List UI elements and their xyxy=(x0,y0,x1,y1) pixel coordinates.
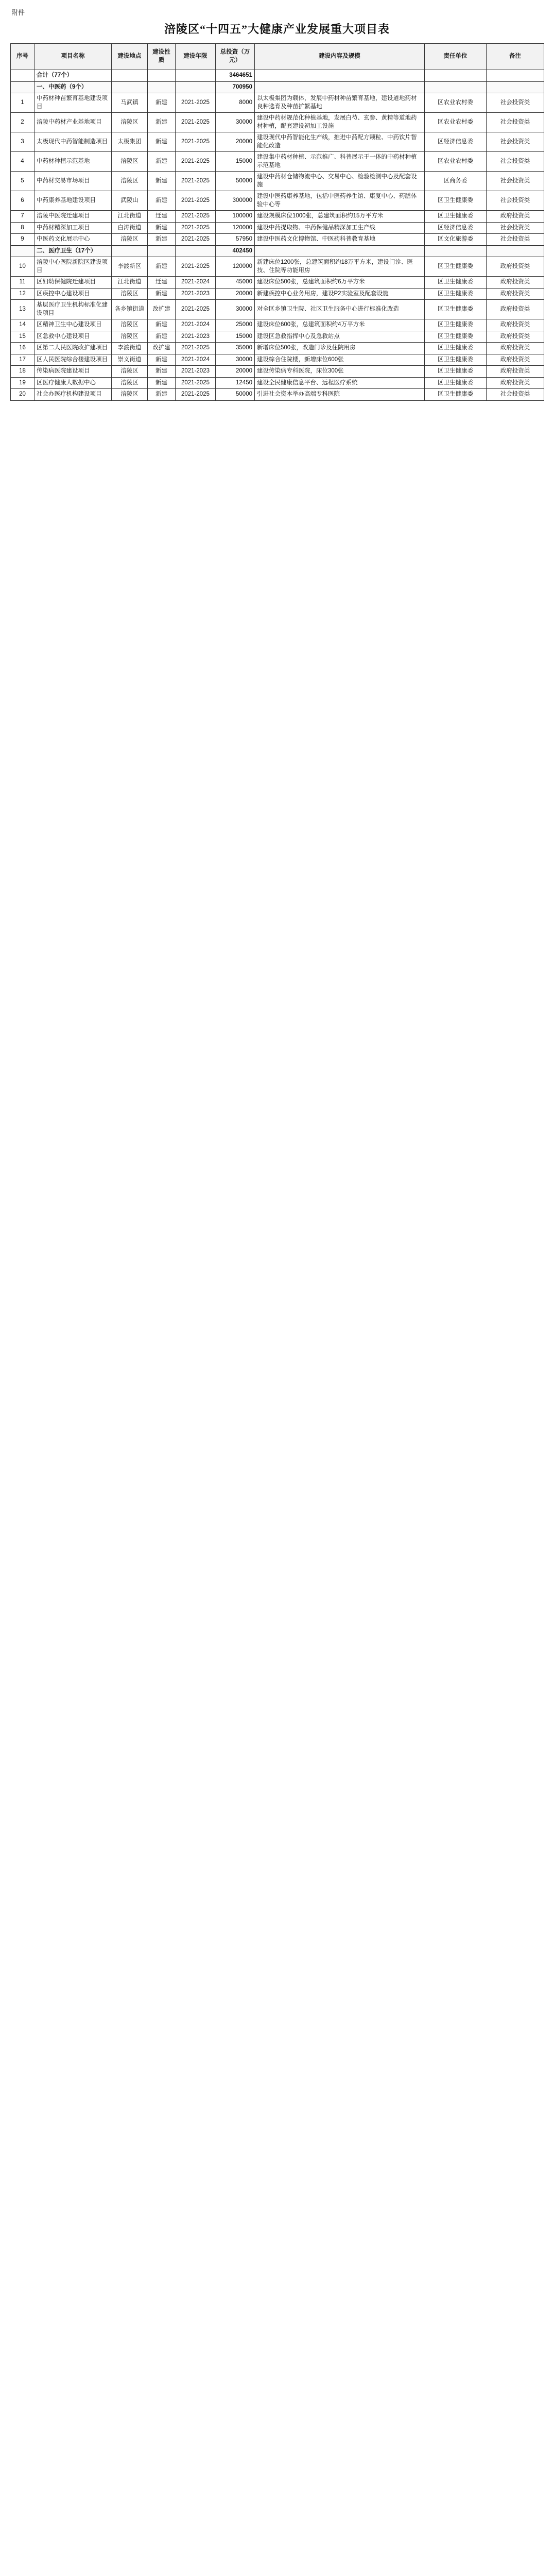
project-note: 社会投资类 xyxy=(487,191,544,211)
project-content: 建设中医药文化博物馆、中医药科普教育基地 xyxy=(255,234,425,246)
column-header: 序号 xyxy=(11,44,34,70)
responsible-unit: 区卫生健康委 xyxy=(425,354,487,366)
section-no xyxy=(11,245,34,257)
column-header: 建设地点 xyxy=(112,44,148,70)
project-name: 中药材交易市场项目 xyxy=(34,172,112,191)
responsible-unit: 区卫生健康委 xyxy=(425,300,487,319)
empty-cell xyxy=(487,245,544,257)
project-nature: 新建 xyxy=(148,191,176,211)
project-investment: 12450 xyxy=(216,377,255,389)
table-row xyxy=(11,277,544,289)
row-number: 7 xyxy=(11,211,34,223)
row-number: 10 xyxy=(11,257,34,277)
project-nature: 新建 xyxy=(148,319,176,331)
project-investment: 30000 xyxy=(216,113,255,132)
project-name: 区妇幼保健院迁建项目 xyxy=(34,277,112,289)
project-note: 社会投资类 xyxy=(487,132,544,152)
project-investment: 8000 xyxy=(216,93,255,113)
responsible-unit: 区卫生健康委 xyxy=(425,377,487,389)
project-content: 建设规模床位1000张，总建筑面积约15万平方米 xyxy=(255,211,425,223)
project-years: 2021-2025 xyxy=(176,113,216,132)
project-location: 涪陵区 xyxy=(112,389,148,401)
project-name: 区人民医院综合楼建设项目 xyxy=(34,354,112,366)
row-number: 1 xyxy=(11,93,34,113)
project-nature: 新建 xyxy=(148,288,176,300)
empty-cell xyxy=(112,70,148,82)
project-investment: 50000 xyxy=(216,389,255,401)
project-note: 政府投资类 xyxy=(487,331,544,343)
attachment-label: 附件 xyxy=(11,9,25,16)
column-header: 备注 xyxy=(487,44,544,70)
project-location: 李渡新区 xyxy=(112,257,148,277)
table-header-row xyxy=(11,44,544,70)
responsible-unit: 区经济信息委 xyxy=(425,222,487,234)
project-note: 政府投资类 xyxy=(487,257,544,277)
project-content: 新建疾控中心业务用房，建设P2实验室及配套设施 xyxy=(255,288,425,300)
project-investment: 15000 xyxy=(216,331,255,343)
row-number: 15 xyxy=(11,331,34,343)
project-nature: 新建 xyxy=(148,331,176,343)
project-note: 政府投资类 xyxy=(487,300,544,319)
empty-cell xyxy=(255,81,425,93)
project-name: 涪陵中药材产业基地项目 xyxy=(34,113,112,132)
project-note: 社会投资类 xyxy=(487,93,544,113)
project-location: 涪陵区 xyxy=(112,288,148,300)
project-investment: 30000 xyxy=(216,354,255,366)
row-number: 6 xyxy=(11,191,34,211)
project-name: 区精神卫生中心建设项目 xyxy=(34,319,112,331)
column-header: 责任单位 xyxy=(425,44,487,70)
project-years: 2021-2024 xyxy=(176,277,216,289)
project-years: 2021-2025 xyxy=(176,172,216,191)
empty-cell xyxy=(425,81,487,93)
empty-cell xyxy=(112,245,148,257)
project-location: 涪陵区 xyxy=(112,319,148,331)
project-location: 江北街道 xyxy=(112,277,148,289)
project-note: 社会投资类 xyxy=(487,222,544,234)
project-investment: 35000 xyxy=(216,343,255,354)
project-nature: 新建 xyxy=(148,222,176,234)
row-number: 14 xyxy=(11,319,34,331)
empty-cell xyxy=(487,70,544,82)
project-years: 2021-2025 xyxy=(176,152,216,172)
project-years: 2021-2025 xyxy=(176,191,216,211)
column-header: 建设性质 xyxy=(148,44,176,70)
row-number: 9 xyxy=(11,234,34,246)
table-row xyxy=(11,132,544,152)
project-location: 涪陵区 xyxy=(112,234,148,246)
project-nature: 新建 xyxy=(148,354,176,366)
project-name: 区急救中心建设项目 xyxy=(34,331,112,343)
row-number: 4 xyxy=(11,152,34,172)
empty-cell xyxy=(487,81,544,93)
project-content: 建设中药材仓储物流中心、交易中心、检验检测中心及配套设施 xyxy=(255,172,425,191)
project-note: 政府投资类 xyxy=(487,343,544,354)
project-note: 政府投资类 xyxy=(487,288,544,300)
project-nature: 新建 xyxy=(148,366,176,378)
project-location: 涪陵区 xyxy=(112,152,148,172)
column-header: 项目名称 xyxy=(34,44,112,70)
project-content: 建设中药材规范化种植基地，发展白芍、玄参、黄精等道地药材种植，配套建设初加工设施 xyxy=(255,113,425,132)
project-content: 建设区急救指挥中心及急救站点 xyxy=(255,331,425,343)
project-content: 建设现代中药智能化生产线，推进中药配方颗粒、中药饮片智能化改造 xyxy=(255,132,425,152)
empty-cell xyxy=(176,81,216,93)
section-investment: 700950 xyxy=(216,81,255,93)
responsible-unit: 区卫生健康委 xyxy=(425,288,487,300)
project-name: 区第二人民医院改扩建项目 xyxy=(34,343,112,354)
project-years: 2021-2024 xyxy=(176,319,216,331)
empty-cell xyxy=(148,81,176,93)
project-note: 政府投资类 xyxy=(487,354,544,366)
project-years: 2021-2025 xyxy=(176,389,216,401)
project-investment: 15000 xyxy=(216,152,255,172)
project-note: 政府投资类 xyxy=(487,377,544,389)
project-name: 中药材精深加工项目 xyxy=(34,222,112,234)
project-name: 中药康养基地建设项目 xyxy=(34,191,112,211)
project-note: 社会投资类 xyxy=(487,152,544,172)
table-row xyxy=(11,288,544,300)
empty-cell xyxy=(255,245,425,257)
section-label: 二、医疗卫生（17个） xyxy=(34,245,112,257)
document-title: 涪陵区“十四五”大健康产业发展重大项目表 xyxy=(164,23,390,36)
empty-cell xyxy=(425,70,487,82)
total-no xyxy=(11,70,34,82)
responsible-unit: 区文化旅游委 xyxy=(425,234,487,246)
project-note: 政府投资类 xyxy=(487,319,544,331)
project-investment: 20000 xyxy=(216,132,255,152)
project-location: 涪陵区 xyxy=(112,366,148,378)
project-nature: 新建 xyxy=(148,172,176,191)
project-years: 2021-2025 xyxy=(176,300,216,319)
project-nature: 新建 xyxy=(148,377,176,389)
project-name: 基层医疗卫生机构标准化建设项目 xyxy=(34,300,112,319)
responsible-unit: 区卫生健康委 xyxy=(425,331,487,343)
project-years: 2021-2023 xyxy=(176,366,216,378)
project-note: 政府投资类 xyxy=(487,277,544,289)
column-header: 建设年限 xyxy=(176,44,216,70)
empty-cell xyxy=(255,70,425,82)
project-nature: 新建 xyxy=(148,132,176,152)
project-name: 中药材种苗繁育基地建设项目 xyxy=(34,93,112,113)
responsible-unit: 区农业农村委 xyxy=(425,152,487,172)
responsible-unit: 区卫生健康委 xyxy=(425,389,487,401)
section-investment: 402450 xyxy=(216,245,255,257)
project-investment: 45000 xyxy=(216,277,255,289)
table-body xyxy=(11,70,544,401)
table-row xyxy=(11,222,544,234)
empty-cell xyxy=(176,245,216,257)
empty-cell xyxy=(112,81,148,93)
responsible-unit: 区卫生健康委 xyxy=(425,319,487,331)
project-investment: 57950 xyxy=(216,234,255,246)
project-name: 区医疗健康大数据中心 xyxy=(34,377,112,389)
project-years: 2021-2025 xyxy=(176,377,216,389)
project-table xyxy=(10,43,544,401)
project-content: 建设中药提取物、中药保健品精深加工生产线 xyxy=(255,222,425,234)
project-nature: 新建 xyxy=(148,152,176,172)
row-number: 19 xyxy=(11,377,34,389)
empty-cell xyxy=(176,70,216,82)
project-content: 建设全民健康信息平台、远程医疗系统 xyxy=(255,377,425,389)
table-row xyxy=(11,211,544,223)
project-name: 中药材种植示范基地 xyxy=(34,152,112,172)
section-no xyxy=(11,81,34,93)
row-number: 3 xyxy=(11,132,34,152)
total-row xyxy=(11,70,544,82)
project-content: 建设综合住院楼，新增床位600张 xyxy=(255,354,425,366)
section-row xyxy=(11,81,544,93)
row-number: 2 xyxy=(11,113,34,132)
project-content: 引进社会资本举办高端专科医院 xyxy=(255,389,425,401)
project-name: 涪陵中医院迁建项目 xyxy=(34,211,112,223)
row-number: 17 xyxy=(11,354,34,366)
responsible-unit: 区商务委 xyxy=(425,172,487,191)
project-name: 中医药文化展示中心 xyxy=(34,234,112,246)
project-name: 涪陵中心医院新院区建设项目 xyxy=(34,257,112,277)
empty-cell xyxy=(425,245,487,257)
table-row xyxy=(11,354,544,366)
project-years: 2021-2025 xyxy=(176,211,216,223)
table-row xyxy=(11,343,544,354)
table-row xyxy=(11,113,544,132)
project-location: 涪陵区 xyxy=(112,377,148,389)
row-number: 12 xyxy=(11,288,34,300)
row-number: 5 xyxy=(11,172,34,191)
project-name: 区疾控中心建设项目 xyxy=(34,288,112,300)
responsible-unit: 区卫生健康委 xyxy=(425,277,487,289)
project-location: 马武镇 xyxy=(112,93,148,113)
section-label: 一、中医药（9个） xyxy=(34,81,112,93)
project-years: 2021-2024 xyxy=(176,354,216,366)
table-row xyxy=(11,366,544,378)
table-row xyxy=(11,331,544,343)
responsible-unit: 区农业农村委 xyxy=(425,113,487,132)
project-content: 建设床位500张，总建筑面积约6万平方米 xyxy=(255,277,425,289)
section-row xyxy=(11,245,544,257)
row-number: 8 xyxy=(11,222,34,234)
project-name: 社会办医疗机构建设项目 xyxy=(34,389,112,401)
project-content: 建设集中药材种植、示范推广、科普展示于一体的中药材种植示范基地 xyxy=(255,152,425,172)
project-location: 涪陵区 xyxy=(112,331,148,343)
project-years: 2021-2025 xyxy=(176,257,216,277)
row-number: 18 xyxy=(11,366,34,378)
responsible-unit: 区卫生健康委 xyxy=(425,191,487,211)
project-investment: 120000 xyxy=(216,257,255,277)
project-content: 建设传染病专科医院，床位300张 xyxy=(255,366,425,378)
table-row xyxy=(11,93,544,113)
project-years: 2021-2023 xyxy=(176,331,216,343)
project-nature: 新建 xyxy=(148,113,176,132)
project-nature: 改扩建 xyxy=(148,300,176,319)
responsible-unit: 区经济信息委 xyxy=(425,132,487,152)
project-content: 新建床位1200张，总建筑面积约18万平方米，建设门诊、医技、住院等功能用房 xyxy=(255,257,425,277)
project-years: 2021-2025 xyxy=(176,132,216,152)
project-note: 社会投资类 xyxy=(487,234,544,246)
project-nature: 迁建 xyxy=(148,211,176,223)
row-number: 11 xyxy=(11,277,34,289)
project-location: 江北街道 xyxy=(112,211,148,223)
project-nature: 改扩建 xyxy=(148,343,176,354)
table-row xyxy=(11,300,544,319)
project-note: 社会投资类 xyxy=(487,389,544,401)
project-content: 建设中医药康养基地，包括中医药养生馆、康复中心、药膳体验中心等 xyxy=(255,191,425,211)
project-investment: 20000 xyxy=(216,366,255,378)
table-row xyxy=(11,319,544,331)
table-row xyxy=(11,234,544,246)
project-location: 李渡街道 xyxy=(112,343,148,354)
project-investment: 100000 xyxy=(216,211,255,223)
project-years: 2021-2023 xyxy=(176,288,216,300)
project-note: 社会投资类 xyxy=(487,172,544,191)
responsible-unit: 区卫生健康委 xyxy=(425,343,487,354)
project-investment: 50000 xyxy=(216,172,255,191)
row-number: 16 xyxy=(11,343,34,354)
project-location: 涪陵区 xyxy=(112,113,148,132)
project-location: 太极集团 xyxy=(112,132,148,152)
total-investment: 3464651 xyxy=(216,70,255,82)
project-nature: 新建 xyxy=(148,93,176,113)
project-name: 太极现代中药智能制造项目 xyxy=(34,132,112,152)
project-note: 政府投资类 xyxy=(487,211,544,223)
project-content: 以太极集团为载体，发展中药材种苗繁育基地，建设道地药材良种选育及种苗扩繁基地 xyxy=(255,93,425,113)
project-nature: 迁建 xyxy=(148,277,176,289)
project-location: 涪陵区 xyxy=(112,172,148,191)
project-name: 传染病医院建设项目 xyxy=(34,366,112,378)
project-investment: 30000 xyxy=(216,300,255,319)
row-number: 13 xyxy=(11,300,34,319)
project-years: 2021-2025 xyxy=(176,343,216,354)
project-location: 武陵山 xyxy=(112,191,148,211)
empty-cell xyxy=(148,245,176,257)
responsible-unit: 区农业农村委 xyxy=(425,93,487,113)
project-location: 崇义街道 xyxy=(112,354,148,366)
project-content: 建设床位600张，总建筑面积约4万平方米 xyxy=(255,319,425,331)
table-row xyxy=(11,191,544,211)
row-number: 20 xyxy=(11,389,34,401)
table-row xyxy=(11,152,544,172)
project-content: 对全区乡镇卫生院、社区卫生服务中心进行标准化改造 xyxy=(255,300,425,319)
project-investment: 120000 xyxy=(216,222,255,234)
responsible-unit: 区卫生健康委 xyxy=(425,211,487,223)
responsible-unit: 区卫生健康委 xyxy=(425,366,487,378)
project-note: 社会投资类 xyxy=(487,113,544,132)
project-location: 各乡镇街道 xyxy=(112,300,148,319)
column-header: 总投资（万元） xyxy=(216,44,255,70)
project-note: 政府投资类 xyxy=(487,366,544,378)
table-row xyxy=(11,389,544,401)
project-nature: 新建 xyxy=(148,257,176,277)
project-investment: 20000 xyxy=(216,288,255,300)
column-header: 建设内容及规模 xyxy=(255,44,425,70)
project-location: 白涛街道 xyxy=(112,222,148,234)
table-row xyxy=(11,377,544,389)
project-investment: 25000 xyxy=(216,319,255,331)
project-content: 新增床位500张，改造门诊及住院用房 xyxy=(255,343,425,354)
project-investment: 300000 xyxy=(216,191,255,211)
empty-cell xyxy=(148,70,176,82)
project-years: 2021-2025 xyxy=(176,93,216,113)
project-table-wrapper xyxy=(10,43,544,401)
project-years: 2021-2025 xyxy=(176,222,216,234)
total-label: 合计（77个） xyxy=(34,70,112,82)
table-row xyxy=(11,172,544,191)
project-nature: 新建 xyxy=(148,234,176,246)
responsible-unit: 区卫生健康委 xyxy=(425,257,487,277)
table-row xyxy=(11,257,544,277)
project-nature: 新建 xyxy=(148,389,176,401)
project-years: 2021-2025 xyxy=(176,234,216,246)
